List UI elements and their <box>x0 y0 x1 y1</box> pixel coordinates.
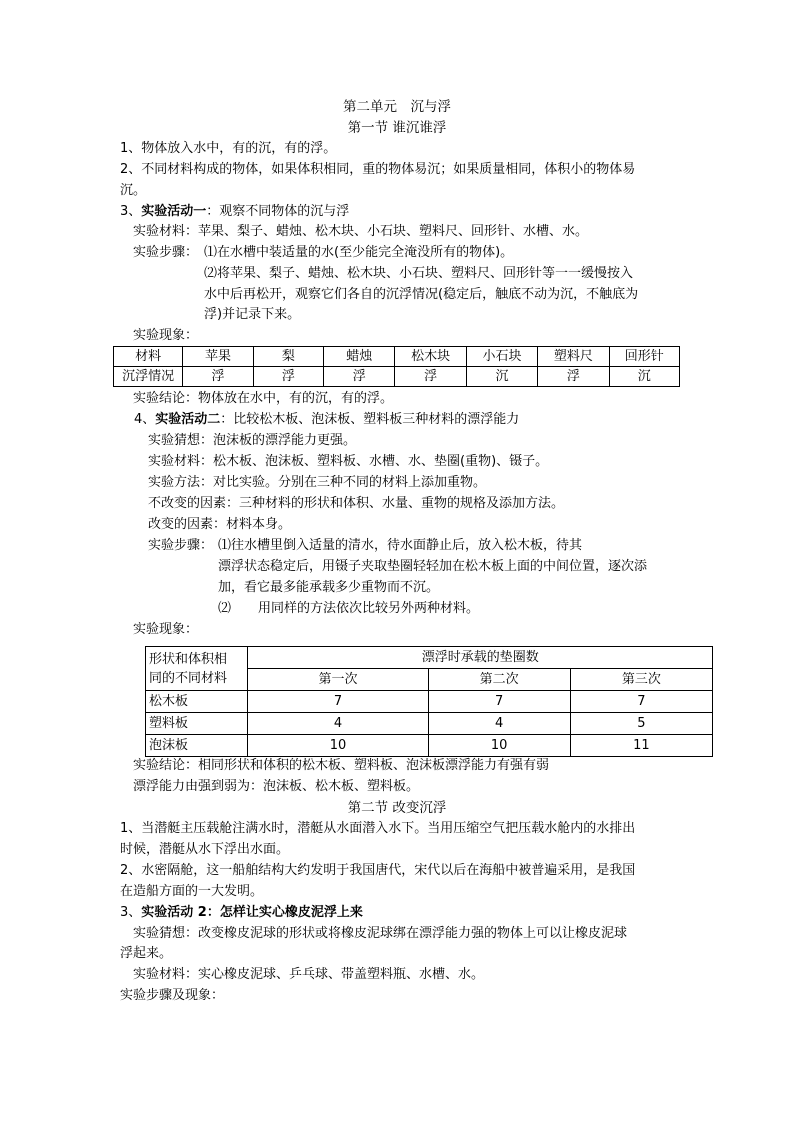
table-cell: 浮 <box>538 367 609 387</box>
paragraph-2-line-2: 沉。 <box>120 183 147 198</box>
table-header-row <box>146 647 713 669</box>
table-header-cell: 小石块 <box>466 347 537 367</box>
activity-1-phenomenon: 实验现象： <box>133 328 199 343</box>
activity-1-number: 3、 <box>120 204 142 219</box>
table-group-header: 漂浮时承载的垫圈数 <box>248 647 713 669</box>
section-2-guess-line-2: 浮起来。 <box>120 946 173 961</box>
section-2-paragraph-1-line-1: 1、当潜艇主压载舱注满水时，潜艇从水面潜入水下。当用压缩空气把压载水舱内的水排出 <box>120 821 636 836</box>
table-cell: 7 <box>248 691 428 713</box>
table-row <box>114 367 680 387</box>
activity-2-conclusion: 实验结论：相同形状和体积的松木板、塑料板、泡沫板漂浮能力有强有弱 <box>133 758 550 773</box>
activity-2-step-1-line-2: 漂浮状态稳定后，用镊子夹取垫圈轻轻加在松木板上面的中间位置，逐次添 <box>218 559 648 574</box>
activity-2-guess: 实验猜想：泡沫板的漂浮能力更强。 <box>148 433 357 448</box>
table-cell: 沉浮情况 <box>114 367 183 387</box>
table-header-cell: 回形针 <box>609 347 679 367</box>
activity-2-ranking: 漂浮能力由强到弱为：泡沫板、松木板、塑料板。 <box>133 779 420 794</box>
table-header-cell: 梨 <box>253 347 323 367</box>
activity-1-step-2-line-3: 浮)并记录下来。 <box>204 307 301 322</box>
table-row <box>146 691 713 713</box>
activity-1-steps-label: 实验步骤： <box>133 245 199 260</box>
section-1-title: 第一节 谁沉谁浮 <box>347 120 447 136</box>
table-cell: 浮 <box>183 367 253 387</box>
table-cell: 沉 <box>609 367 679 387</box>
activity-2-steps-label: 实验步骤： <box>148 538 214 553</box>
table-cell: 浮 <box>253 367 323 387</box>
activity-2-step-2-number: ⑵ <box>218 601 232 616</box>
table-row-label: 松木板 <box>146 691 248 713</box>
section-2-paragraph-2-line-2: 在造船方面的一大发明。 <box>120 884 264 899</box>
activity-1-label: 实验活动一 <box>141 204 207 219</box>
table-row <box>146 735 713 757</box>
section-2-paragraph-2-line-1: 2、水密隔舱，这一船舶结构大约发明于我国唐代，宋代以后在海船中被普遍采用，是我国 <box>120 863 636 878</box>
table-cell: 10 <box>428 735 570 757</box>
table-header-cell: 松木块 <box>395 347 466 367</box>
table-row <box>146 713 713 735</box>
section-2-title: 第二节 改变沉浮 <box>347 800 447 816</box>
washer-count-table <box>145 646 713 757</box>
activity-2-method: 实验方法：对比实验。分别在三种不同的材料上添加重物。 <box>148 475 487 490</box>
table-header-cell: 蜡烛 <box>324 347 395 367</box>
activity-2-label: 实验活动二 <box>155 412 221 427</box>
paragraph-1: 1、物体放入水中，有的沉，有的浮。 <box>120 141 337 156</box>
table-row-label: 塑料板 <box>146 713 248 735</box>
table-header-row <box>114 347 680 367</box>
table-cell: 浮 <box>395 367 466 387</box>
activity-1-heading <box>120 203 349 221</box>
activity-1-step-2-line-1: ⑵将苹果、梨子、蜡烛、松木块、小石块、塑料尺、回形针等一一缓慢按入 <box>204 266 634 281</box>
table-cell: 浮 <box>324 367 395 387</box>
activity-1-title: ：观察不同物体的沉与浮 <box>206 204 350 219</box>
activity-2-step-1-line-3: 加，看它最多能承载多少重物而不沉。 <box>218 580 440 595</box>
activity-1-step-2-line-2: 水中后再松开，观察它们各自的沉浮情况(稳定后，触底不动为沉，不触底为 <box>204 287 639 302</box>
activity-2-step-2: 用同样的方法依次比较另外两种材料。 <box>258 601 480 616</box>
activity-2-heading <box>134 411 519 429</box>
table-cell: 7 <box>570 691 712 713</box>
activity-1-step-1: ⑴在水槽中装适量的水(至少能完全淹没所有的物体)。 <box>204 245 514 260</box>
activity-2-step-1-line-1: ⑴往水槽里倒入适量的清水，待水面静止后，放入松木板，待其 <box>218 538 583 553</box>
sink-float-table <box>113 346 680 387</box>
table-row-label: 泡沫板 <box>146 735 248 757</box>
table-cell: 7 <box>428 691 570 713</box>
section-2-guess-line-1: 实验猜想：改变橡皮泥球的形状或将橡皮泥球绑在漂浮能力强的物体上可以让橡皮泥球 <box>133 926 628 941</box>
table-cell: 10 <box>248 735 428 757</box>
section-2-paragraph-1-line-2: 时候，潜艇从水下浮出水面。 <box>120 842 290 857</box>
section-2-activity-title: 实验活动 2：怎样让实心橡皮泥浮上来 <box>141 905 363 920</box>
activity-2-title: ：比较松木板、泡沫板、塑料板三种材料的漂浮能力 <box>220 412 520 427</box>
activity-1-conclusion: 实验结论：物体放在水中，有的沉，有的浮。 <box>133 391 394 406</box>
paragraph-2-line-1: 2、不同材料构成的物体，如果体积相同，重的物体易沉；如果质量相同，体积小的物体易 <box>120 162 636 177</box>
section-2-activity-number: 3、 <box>120 905 142 920</box>
table-header-cell: 塑料尺 <box>538 347 609 367</box>
table-header-cell: 第二次 <box>428 669 570 691</box>
table-cell: 4 <box>248 713 428 735</box>
activity-2-number: 4、 <box>134 412 156 427</box>
table-header-cell: 材料 <box>114 347 183 367</box>
activity-2-changed-factor: 改变的因素：材料本身。 <box>148 517 292 532</box>
activity-2-materials: 实验材料：松木板、泡沫板、塑料板、水槽、水、垫圈(重物)、镊子。 <box>148 454 549 469</box>
table-cell: 11 <box>570 735 712 757</box>
activity-2-phenomenon: 实验现象： <box>133 622 199 637</box>
table-corner-line-1: 形状和体积相 <box>149 651 228 667</box>
activity-2-constant-factors: 不改变的因素：三种材料的形状和体积、水量、重物的规格及添加方法。 <box>148 496 565 511</box>
section-2-steps-label: 实验步骤及现象： <box>120 988 225 1003</box>
table-cell: 5 <box>570 713 712 735</box>
table-header-cell: 第一次 <box>248 669 428 691</box>
unit-title: 第二单元 沉与浮 <box>343 99 451 115</box>
table-corner-header <box>146 647 248 691</box>
activity-1-materials: 实验材料：苹果、梨子、蜡烛、松木块、小石块、塑料尺、回形针、水槽、水。 <box>133 224 589 239</box>
table-header-cell: 苹果 <box>183 347 253 367</box>
table-header-cell: 第三次 <box>570 669 712 691</box>
section-2-materials: 实验材料：实心橡皮泥球、乒乓球、带盖塑料瓶、水槽、水。 <box>133 967 485 982</box>
section-2-activity-heading <box>120 904 363 922</box>
table-cell: 4 <box>428 713 570 735</box>
table-corner-line-2: 同的不同材料 <box>149 670 228 686</box>
table-cell: 沉 <box>466 367 537 387</box>
